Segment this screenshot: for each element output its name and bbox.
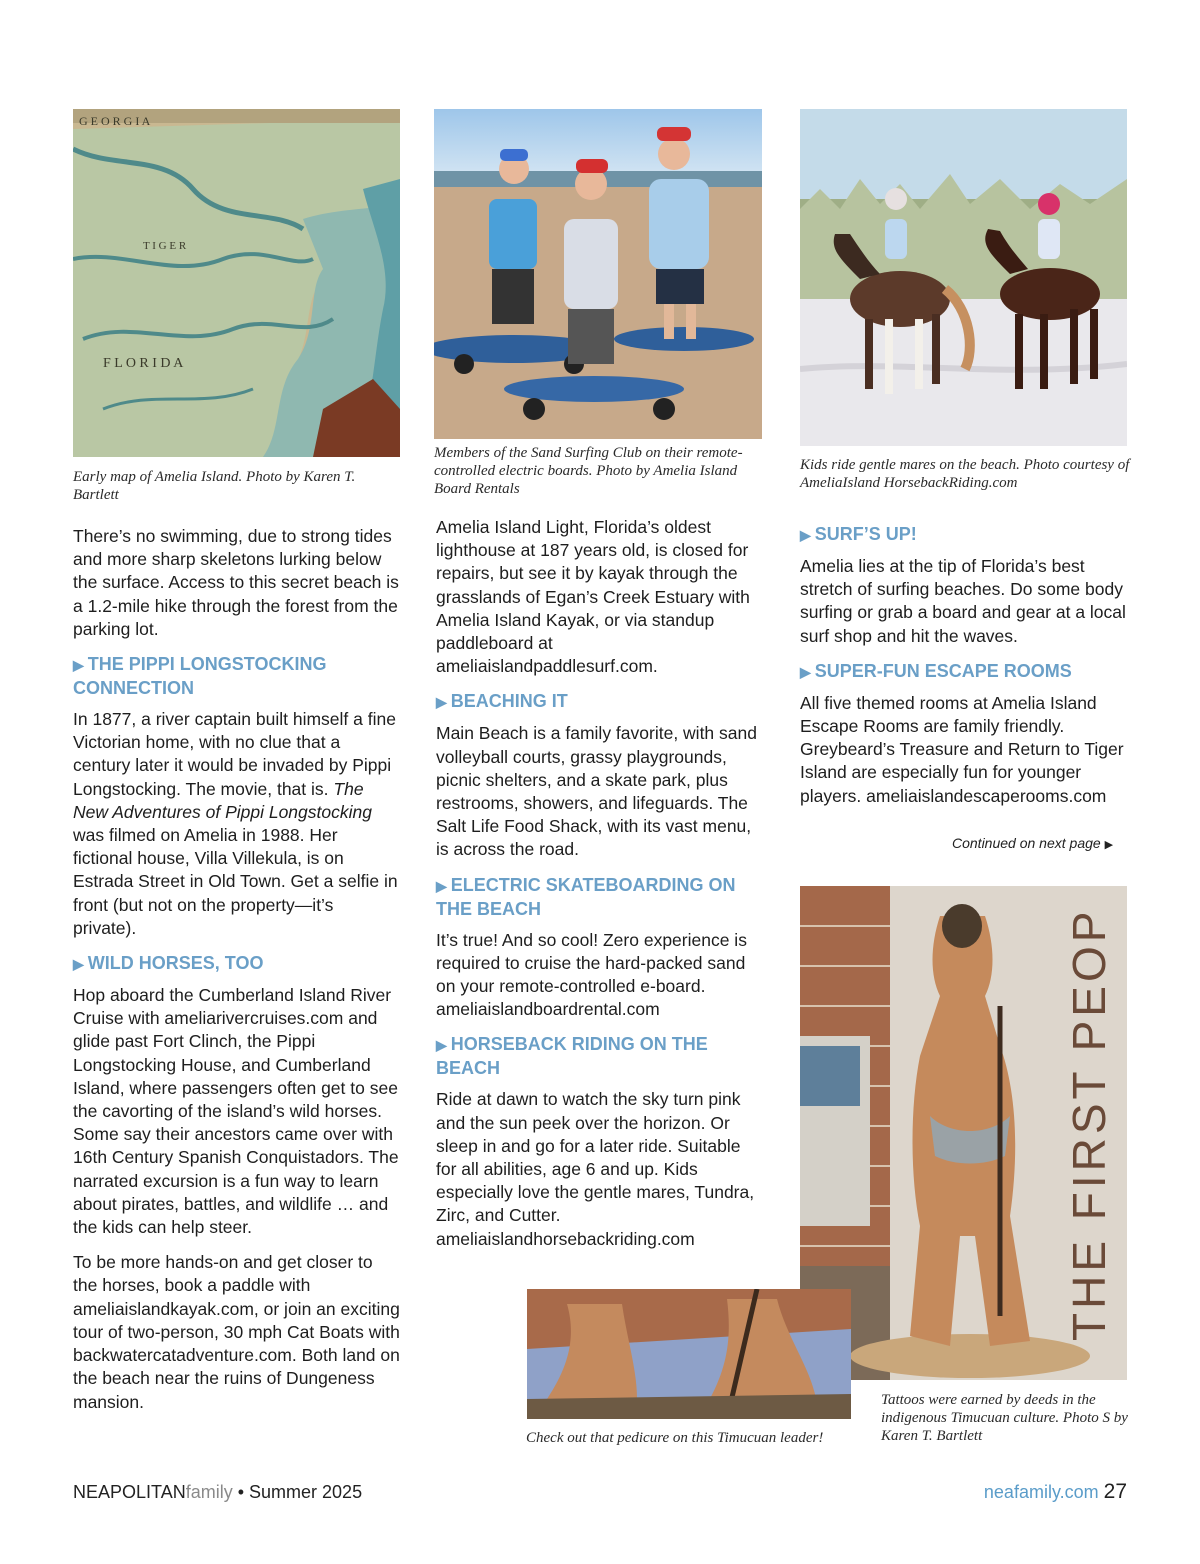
skateboard-caption: Members of the Sand Surfing Club on their remote-controlled electric boards. Photo by Amelia Island Board Rentals <box>434 445 743 497</box>
triangle-bullet-icon: ▶ <box>73 956 84 973</box>
triangle-bullet-icon: ▶ <box>436 877 447 894</box>
svg-text:F L O R I D A: F L O R I D A <box>103 356 184 371</box>
col2-horseback-text: Ride at dawn to watch the sky turn pink and the sun peek over the horizon. Or sleep in and go for a later ride. Suitable for all abilities, age 6 and up. Kids especially love the gentle mares, Tundra, Zirc, and Cutter. ameliaislandhorsebackriding.com <box>436 1089 755 1249</box>
col2-intro: Amelia Island Light, Florida’s oldest lighthouse at 187 years old, is closed for repairs, but see it by kayak through the grasslands of Egan’s Creek Estuary with Amelia Island Kayak, or via standup paddleboard at ameliaislandpaddlesurf.com. <box>436 517 750 677</box>
statue-caption: Tattoos were earned by deeds in the indigenous Timucuan culture. Photo S by Karen T. Bartlett <box>881 1392 1128 1444</box>
triangle-bullet-icon: ▶ <box>800 527 811 543</box>
col1-intro: There’s no swimming, due to strong tides and more sharp skeletons lurking below the surface. Access to this secret beach is a 1.2-mile hike through the forest from the parking lot. <box>73 526 399 639</box>
col3-surf-text: Amelia lies at the tip of Florida’s best stretch of surfing beaches. Do some body surfing or grab a board and gear at a local surf shop and hit the waves. <box>800 556 1126 646</box>
heading-escape-rooms: ▶ SUPER-FUN ESCAPE ROOMS <box>800 660 1072 681</box>
horses-photo <box>800 109 1127 446</box>
brand-family: family <box>185 1482 233 1502</box>
heading-surfs-up: ▶ SURF’S UP! <box>800 524 917 544</box>
column-2 <box>436 516 763 1263</box>
triangle-bullet-icon: ▶ <box>73 657 84 674</box>
svg-text:G E O R G I A: G E O R G I A <box>79 114 151 128</box>
svg-text:T I G E R: T I G E R <box>143 240 187 252</box>
heading-skateboarding: ▶ ELECTRIC SKATEBOARDING ON THE BEACH <box>436 874 736 919</box>
triangle-bullet-icon: ▶ <box>800 663 811 680</box>
feet-caption: Check out that pedicure on this Timucuan leader! <box>526 1430 824 1446</box>
footer-left <box>73 1482 362 1503</box>
col3-escape-text: All five themed rooms at Amelia Island Escape Rooms are family friendly. Greybeard’s Treasure and Return to Tiger Island are especially fun for younger players. ameliaislandescaperooms.com <box>800 692 1124 806</box>
column-1 <box>73 525 400 1426</box>
heading-horseback: ▶ HORSEBACK RIDING ON THE BEACH <box>436 1034 708 1079</box>
continued-note: Continued on next page ▶ <box>952 835 1114 851</box>
heading-beaching: ▶ BEACHING IT <box>436 691 568 712</box>
triangle-bullet-icon: ▶ <box>436 1037 447 1054</box>
feet-photo <box>527 1289 851 1419</box>
heading-wild-horses: ▶ WILD HORSES, TOO <box>73 953 264 974</box>
site-url[interactable]: neafamily.com <box>983 1482 1099 1502</box>
issue-date: • Summer 2025 <box>232 1482 363 1502</box>
brand-name: NEAPOLITAN <box>73 1482 186 1502</box>
map-photo <box>73 109 400 457</box>
horses-caption: Kids ride gentle mares on the beach. Photo courtesy of AmeliaIsland HorsebackRiding.com <box>800 457 1130 491</box>
arrow-right-icon: ▶ <box>1104 839 1114 851</box>
col2-beach-text: Main Beach is a family favorite, with sand volleyball courts, grassy playgrounds, picnic shelters, and a skate park, plus restrooms, showers, and lifeguards. The Salt Life Food Shack, with its vast menu, is across the road. <box>436 723 757 860</box>
map-caption: Early map of Amelia Island. Photo by Karen T. Bartlett <box>73 469 356 503</box>
heading-pippi: ▶ THE PIPPI LONGSTOCKING CONNECTION <box>73 654 327 699</box>
footer-right <box>984 1480 1127 1504</box>
page-number: 27 <box>1103 1480 1127 1503</box>
col2-skate-text: It’s true! And so cool! Zero experience is required to cruise the hard-packed sand on your remote-controlled e-board. ameliaislandboardrental.com <box>436 929 747 1020</box>
col1-pippi-text: In 1877, a river captain built himself a fine Victorian home, with no clue that a century later it would be invaded by Pippi Longstocking. The movie, that is. The New Adventures of Pippi Longstocking was filmed on Amelia in 1988. Her fictional house, Villa Villekula, is on Estrada Street in Old Town. Get a selfie in front (but not on the property—it’s private). <box>73 709 398 938</box>
col1-kayak-text: To be more hands-on and get closer to the horses, book a paddle with ameliaislandkayak.com, or join an exciting tour of two-person, 30 mph Cat Boats with backwatercatadventure.com. Both land on the beach near the ruins of Dungeness mansion. <box>73 1252 400 1412</box>
column-3 <box>800 523 1130 820</box>
triangle-bullet-icon: ▶ <box>436 694 447 711</box>
skateboard-photo <box>434 109 762 439</box>
col1-horses-text: Hop aboard the Cumberland Island River Cruise with ameliarivercruises.com and glide past Fort Clinch, the Pippi Longstocking House, and Cumberland Island, where passengers often get to see the cavorting of the island’s wild horses. Some say their ancestors came over with 16th Century Spanish Conquistadors. The narrated excursion is a fun way to learn about pirates, battles, and wildlife … and the kids can help steer. <box>73 985 399 1238</box>
svg-text:THE FIRST PEOP: THE FIRST PEOP <box>1063 907 1115 1341</box>
